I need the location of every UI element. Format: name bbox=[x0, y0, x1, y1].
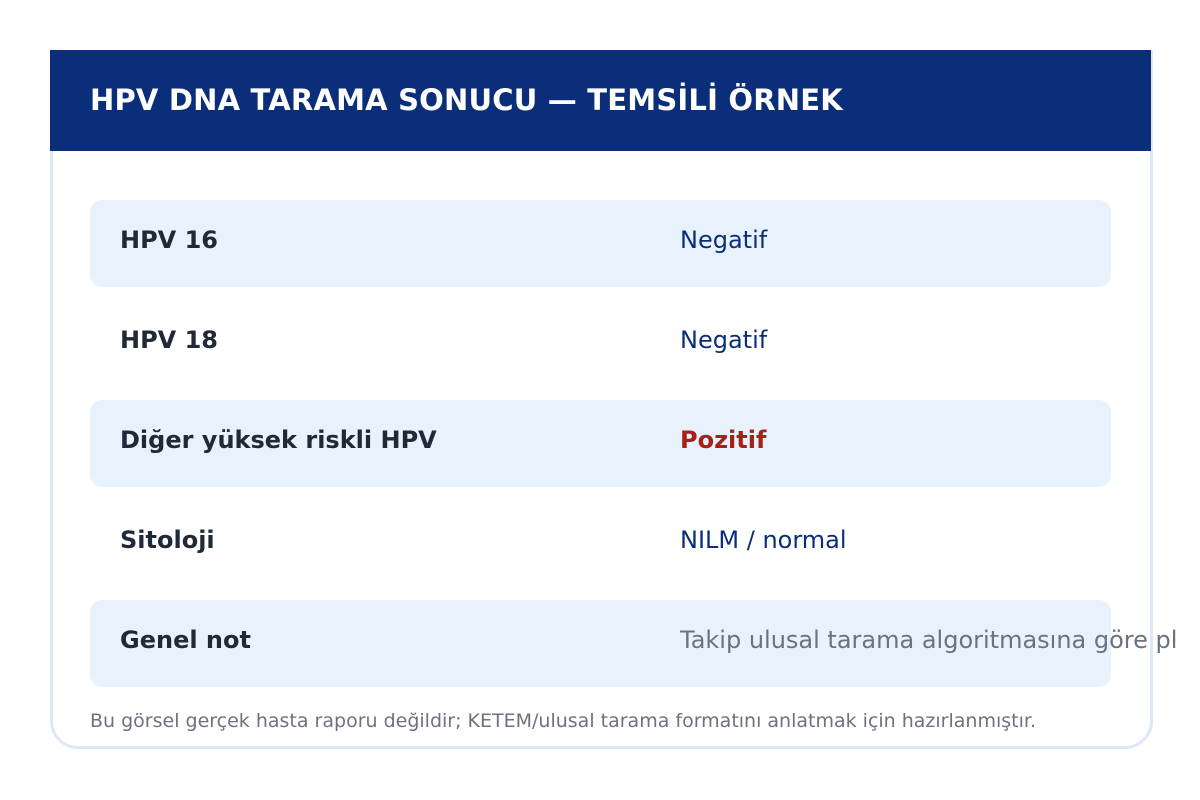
result-row-cytology bbox=[90, 500, 1111, 587]
result-row-general-note bbox=[90, 600, 1178, 687]
report-header bbox=[50, 50, 1151, 151]
result-value: Negatif bbox=[680, 326, 768, 354]
result-value-note: Takip ulusal tarama algoritmasına göre pl bbox=[680, 626, 1178, 654]
disclaimer-note: Bu görsel gerçek hasta raporu değildir; KETEM/ulusal tarama formatını anlatmak için hazırlanmıştır. bbox=[90, 710, 1036, 732]
result-label: HPV 18 bbox=[120, 326, 219, 354]
result-value: NILM / normal bbox=[680, 526, 847, 554]
result-label: HPV 16 bbox=[120, 226, 219, 254]
result-label: Genel not bbox=[120, 626, 251, 654]
result-row-hpv18 bbox=[90, 300, 1111, 387]
result-label: Diğer yüksek riskli HPV bbox=[120, 426, 437, 454]
report-title: HPV DNA TARAMA SONUCU — TEMSİLİ ÖRNEK bbox=[90, 83, 843, 117]
result-row-other-high-risk-hpv bbox=[90, 400, 1111, 487]
result-value-positive: Pozitif bbox=[680, 426, 767, 454]
result-value: Negatif bbox=[680, 226, 768, 254]
result-row-hpv16 bbox=[90, 200, 1111, 287]
result-label: Sitoloji bbox=[120, 526, 215, 554]
